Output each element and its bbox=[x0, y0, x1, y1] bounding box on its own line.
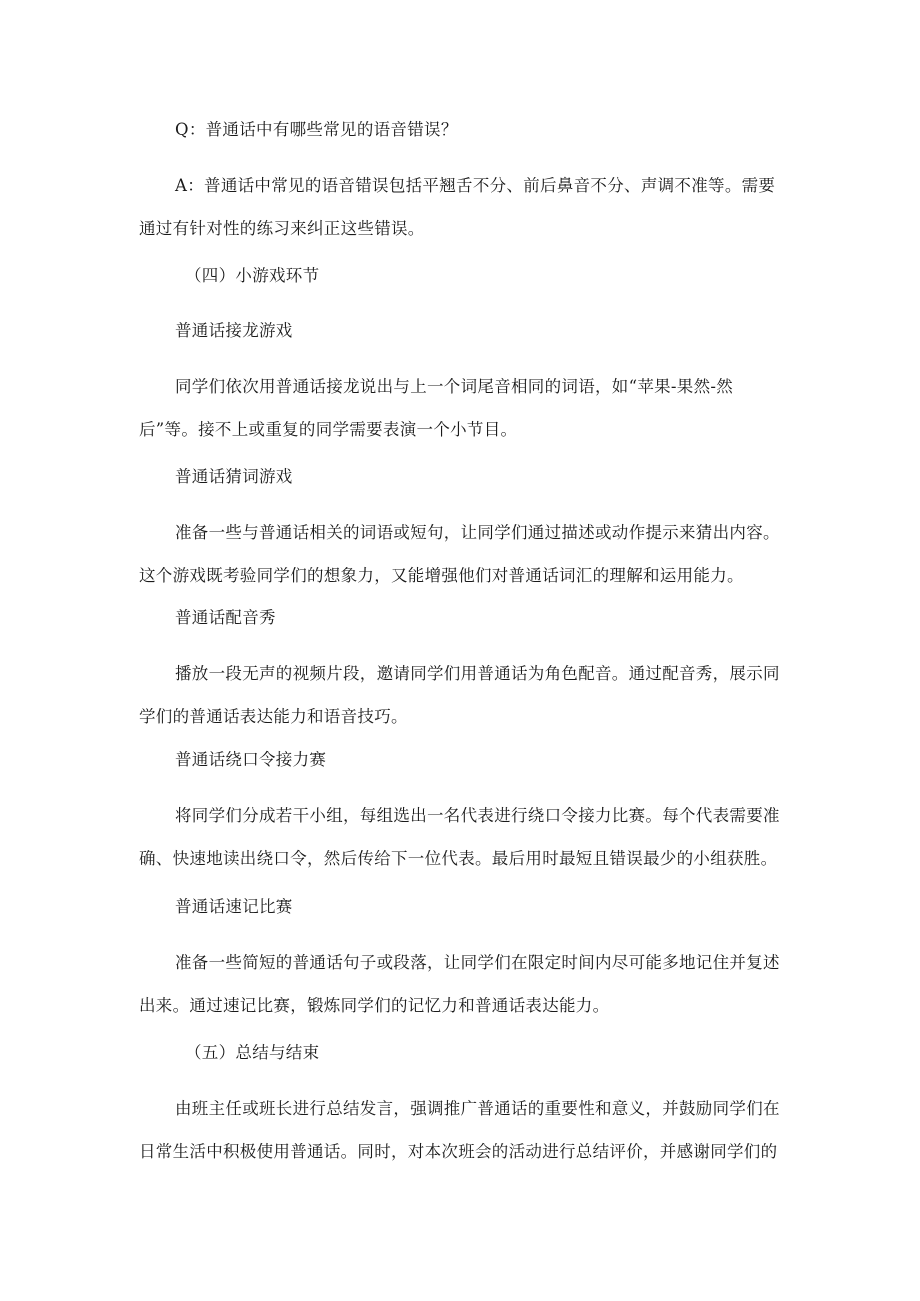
game-title-2: 普通话猜词游戏 bbox=[175, 467, 293, 486]
game-text-5: 准备一些简短的普通话句子或段落，让同学们在限定时间内尽可能多地记住并复述出来。通过速记比赛，锻炼同学们的记忆力和普通话表达能力。 bbox=[139, 953, 780, 1015]
game-text-3: 播放一段无声的视频片段，邀请同学们用普通话为角色配音。通过配音秀，展示同学们的普通话表达能力和语音技巧。 bbox=[139, 664, 780, 726]
game-text-4: 将同学们分成若干小组，每组选出一名代表进行绕口令接力比赛。每个代表需要准确、快速地读出绕口令，然后传给下一位代表。最后用时最短且错误最少的小组获胜。 bbox=[139, 806, 780, 868]
qa-question: Q：普通话中有哪些常见的语音错误？ bbox=[175, 120, 458, 139]
game-title-1: 普通话接龙游戏 bbox=[175, 321, 293, 340]
section-heading-games: （四）小游戏环节 bbox=[185, 266, 320, 285]
summary-text: 由班主任或班长进行总结发言，强调推广普通话的重要性和意义，并鼓励同学们在日常生活中积极使用普通话。同时，对本次班会的活动进行总结评价，并感谢同学们的 bbox=[139, 1099, 780, 1161]
qa-answer: A：普通话中常见的语音错误包括平翘舌不分、前后鼻音不分、声调不准等。需要通过有针对性的练习来纠正这些错误。 bbox=[139, 176, 776, 238]
game-title-4: 普通话绕口令接力赛 bbox=[175, 750, 327, 769]
game-text-1: 同学们依次用普通话接龙说出与上一个词尾音相同的词语，如“苹果-果然-然后”等。接不上或重复的同学需要表演一个小节目。 bbox=[139, 377, 734, 439]
game-title-5: 普通话速记比赛 bbox=[175, 897, 293, 916]
section-heading-summary: （五）总结与结束 bbox=[185, 1043, 320, 1062]
game-text-2: 准备一些与普通话相关的词语或短句，让同学们通过描述或动作提示来猜出内容。这个游戏既考验同学们的想象力，又能增强他们对普通话词汇的理解和运用能力。 bbox=[139, 523, 780, 585]
game-title-3: 普通话配音秀 bbox=[175, 608, 276, 627]
